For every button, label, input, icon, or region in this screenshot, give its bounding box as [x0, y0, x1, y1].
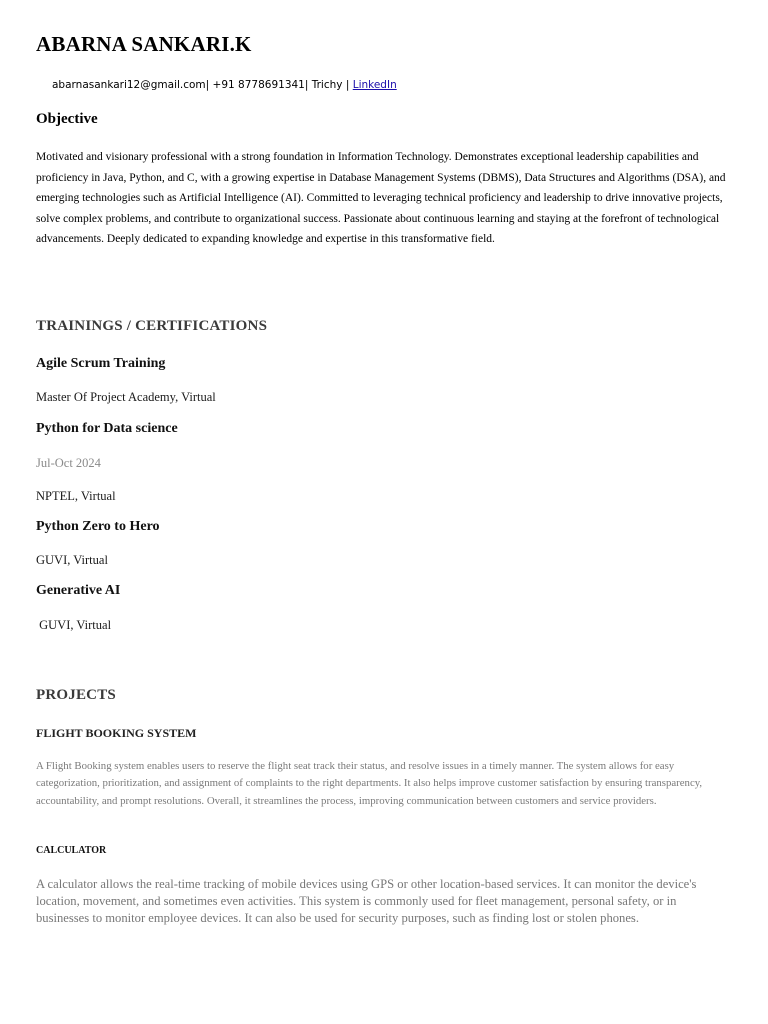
project-description: A Flight Booking system enables users to reserve the flight seat track their status, and resolve issues in a timely manner. The system allows for easy categorization, prioritization, and assignment of complaints to the right departments. It also helps improve customer satisfaction by ensuring transparency, accountability, and prompt resolutions. Overall, it streamlines the process, improving communication between customers and service providers. — [36, 760, 703, 807]
training-org: GUVI, Virtual — [36, 618, 112, 632]
phone-text: +91 8778691341 — [209, 79, 305, 91]
candidate-name: ABARNA SANKARI.K — [36, 32, 252, 56]
location-text: Trichy — [308, 79, 346, 91]
training-title: Generative AI — [36, 583, 121, 598]
linkedin-link[interactable]: LinkedIn — [352, 79, 397, 91]
objective-text: Motivated and visionary professional with a strong foundation in Information Technology. Demonstrates exceptional leadership capabilities and proficiency in Java, Python, and C, with a growing expertise in Database Management Systems (DBMS), Data Structures and Algorithms (DSA), and emerging technologies such as Artificial Intelligence (AI). Committed to leveraging technical proficiency and leadership to drive innovative projects, solve complex problems, and contribute to organizational success. Passionate about continuous learning and staying at the forefront of technological advancements. Deeply dedicated to expanding knowledge and expertise in this transformative field. — [36, 151, 726, 246]
separator: | — [205, 79, 210, 91]
project-description: A calculator allows the real-time tracking of mobile devices using GPS or other location-based services. It can monitor the device's location, movement, and sometimes even activities. This system is commonly used for fleet management, personal safety, or in businesses to monitor employee devices. It can also be used for security purposes, such as finding lost or stolen phones. — [36, 877, 697, 926]
email-text: abarnasankari12@gmail.com — [52, 79, 206, 91]
training-org: NPTEL, Virtual — [36, 489, 116, 503]
training-title: Agile Scrum Training — [36, 356, 166, 371]
project-title: FLIGHT BOOKING SYSTEM — [36, 726, 197, 740]
training-org: GUVI, Virtual — [36, 553, 108, 567]
training-title: Python for Data science — [36, 421, 178, 436]
project-title: CALCULATOR — [36, 845, 107, 856]
training-date: Jul-Oct 2024 — [36, 456, 101, 470]
separator: | — [345, 79, 353, 91]
training-org: Master Of Project Academy, Virtual — [36, 390, 216, 404]
contact-line — [52, 79, 397, 91]
separator: | — [304, 79, 309, 91]
projects-heading: PROJECTS — [36, 687, 116, 703]
objective-heading: Objective — [36, 111, 98, 127]
trainings-heading: TRAININGS / CERTIFICATIONS — [36, 318, 268, 334]
training-title: Python Zero to Hero — [36, 519, 160, 534]
